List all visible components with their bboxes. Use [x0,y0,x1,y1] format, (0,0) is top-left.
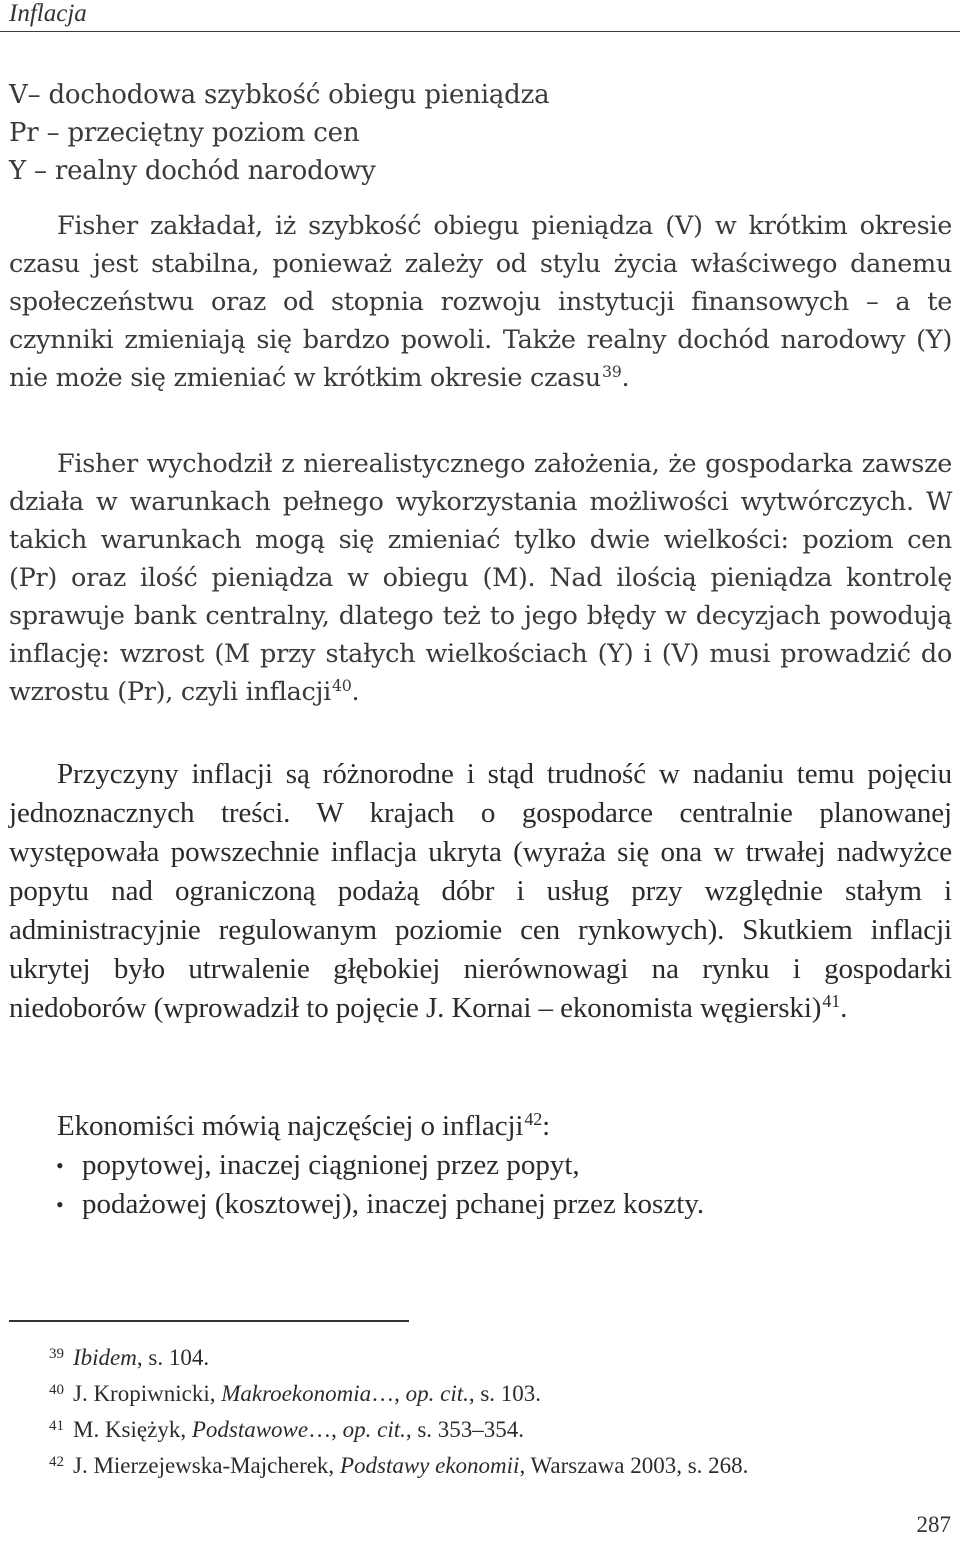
footnote-text: , s. 104. [136,1345,210,1370]
footnote-text: …, [371,1381,406,1406]
footnote-text: …, [308,1417,343,1442]
footnote-number: 40 [49,1382,64,1398]
inflation-types-list [9,1146,952,1224]
footnotes [9,1338,952,1482]
list-item: • popytowej, inaczej ciągnionej przez popyt, [9,1146,952,1185]
footnote-item [9,1338,952,1374]
bullet-icon: • [56,1153,64,1178]
footnote-item [9,1446,952,1482]
footnote-text: , s. 103. [468,1381,542,1406]
footnote-ref: 39 [601,362,622,382]
footnote-text: J. Mierzejewska-Majcherek, [73,1453,340,1478]
footnote-item [9,1410,952,1446]
footnote-divider [9,1320,409,1322]
footnote-number: 41 [49,1418,64,1434]
footnote-title: op. cit. [342,1417,406,1442]
paragraph-fisher-assumption: Fisher wychodził z nierealistycznego założenia, że gospodarka zawsze działa w warunkach pełnego wykorzystania możliwości wytwórczych. W takich warunkach mogą się zmieniać tylko dwie wielkości: poziom cen (Pr) oraz ilość pieniądza w obiegu (M). Nad ilością pieniądza kontrolę sprawuje bank centralny, dlatego też to jego błędy w decyzjach powodują inflację: wzrost (M przy stałych wielkościach (Y) i (V) musi prowadzić do wzrostu (Pr), czyli inflacji$^{40}$. [9,449,952,707]
footnote-number: 42 [49,1454,64,1470]
footnote-text: , s. 353–354. [405,1417,525,1442]
footnote-title: Ibidem [73,1345,137,1370]
paragraph-fisher-velocity: Fisher zakładał, iż szybkość obiegu pieniądza (V) w krótkim okresie czasu jest stabilna, ponieważ zależy od stylu życia właściwego danemu społeczeństwu oraz od stopnia rozwoju instytucji finansowych – a te czynniki zmieniają się bardzo powoli. Także realny dochód narodowy (Y) nie może się zmieniać w krótkim okresie czasu$^{39}$. [9,211,952,393]
footnote-text: , Warszawa 2003, s. 268. [519,1453,749,1478]
footnote-title: Makroekonomia [221,1381,372,1406]
definition-line: Y – realny dochód narodowy [9,156,376,186]
footnote-ref: 40 [331,676,352,696]
definition-line: Pr – przeciętny poziom cen [9,118,360,148]
definition-line: V– dochodowa szybkość obiegu pieniądza [9,80,550,110]
page-number: 287 [916,1512,951,1537]
running-header [0,0,960,32]
footnote-title: Podstawowe [191,1417,309,1442]
paragraph-inflation-types-intro: Ekonomiści mówią najczęściej o inflacji$^{42}$: [57,1109,551,1142]
footnote-ref: 41 [822,991,841,1012]
footnote-item [9,1374,952,1410]
paragraph-inflation-causes: Przyczyny inflacji są różnorodne i stąd trudność w nadaniu temu pojęciu jednoznacznych treści. W krajach o gospodarce centralnie planowanej występowała powszechnie inflacja ukryta (wyraża się ona w trwałej nadwyżce popytu nad ograniczoną podażą dóbr i usług przy względnie stałym i administracyjnie regulowanym poziomie cen rynkowych). Skutkiem inflacji ukrytej było utrwalenie głębokiej nierównowagi na rynku i gospodarki niedoborów (wprowadził to pojęcie J. Kornai – ekonomista węgierski)$^{41}$. [9,758,952,1024]
footnote-number: 39 [49,1346,64,1362]
footnote-text: M. Księżyk, [73,1417,192,1442]
footnote-title: Podstawy ekonomii [339,1453,520,1478]
footnote-ref: 42 [524,1109,543,1130]
list-item: • podażowej (kosztowej), inaczej pchanej przez koszty. [9,1185,952,1224]
footnote-text: J. Kropiwnicki, [73,1381,222,1406]
running-header-title: Inflacja [9,0,87,27]
bullet-icon: • [56,1192,64,1217]
variable-definitions [9,76,951,190]
footnote-title: op. cit. [405,1381,469,1406]
